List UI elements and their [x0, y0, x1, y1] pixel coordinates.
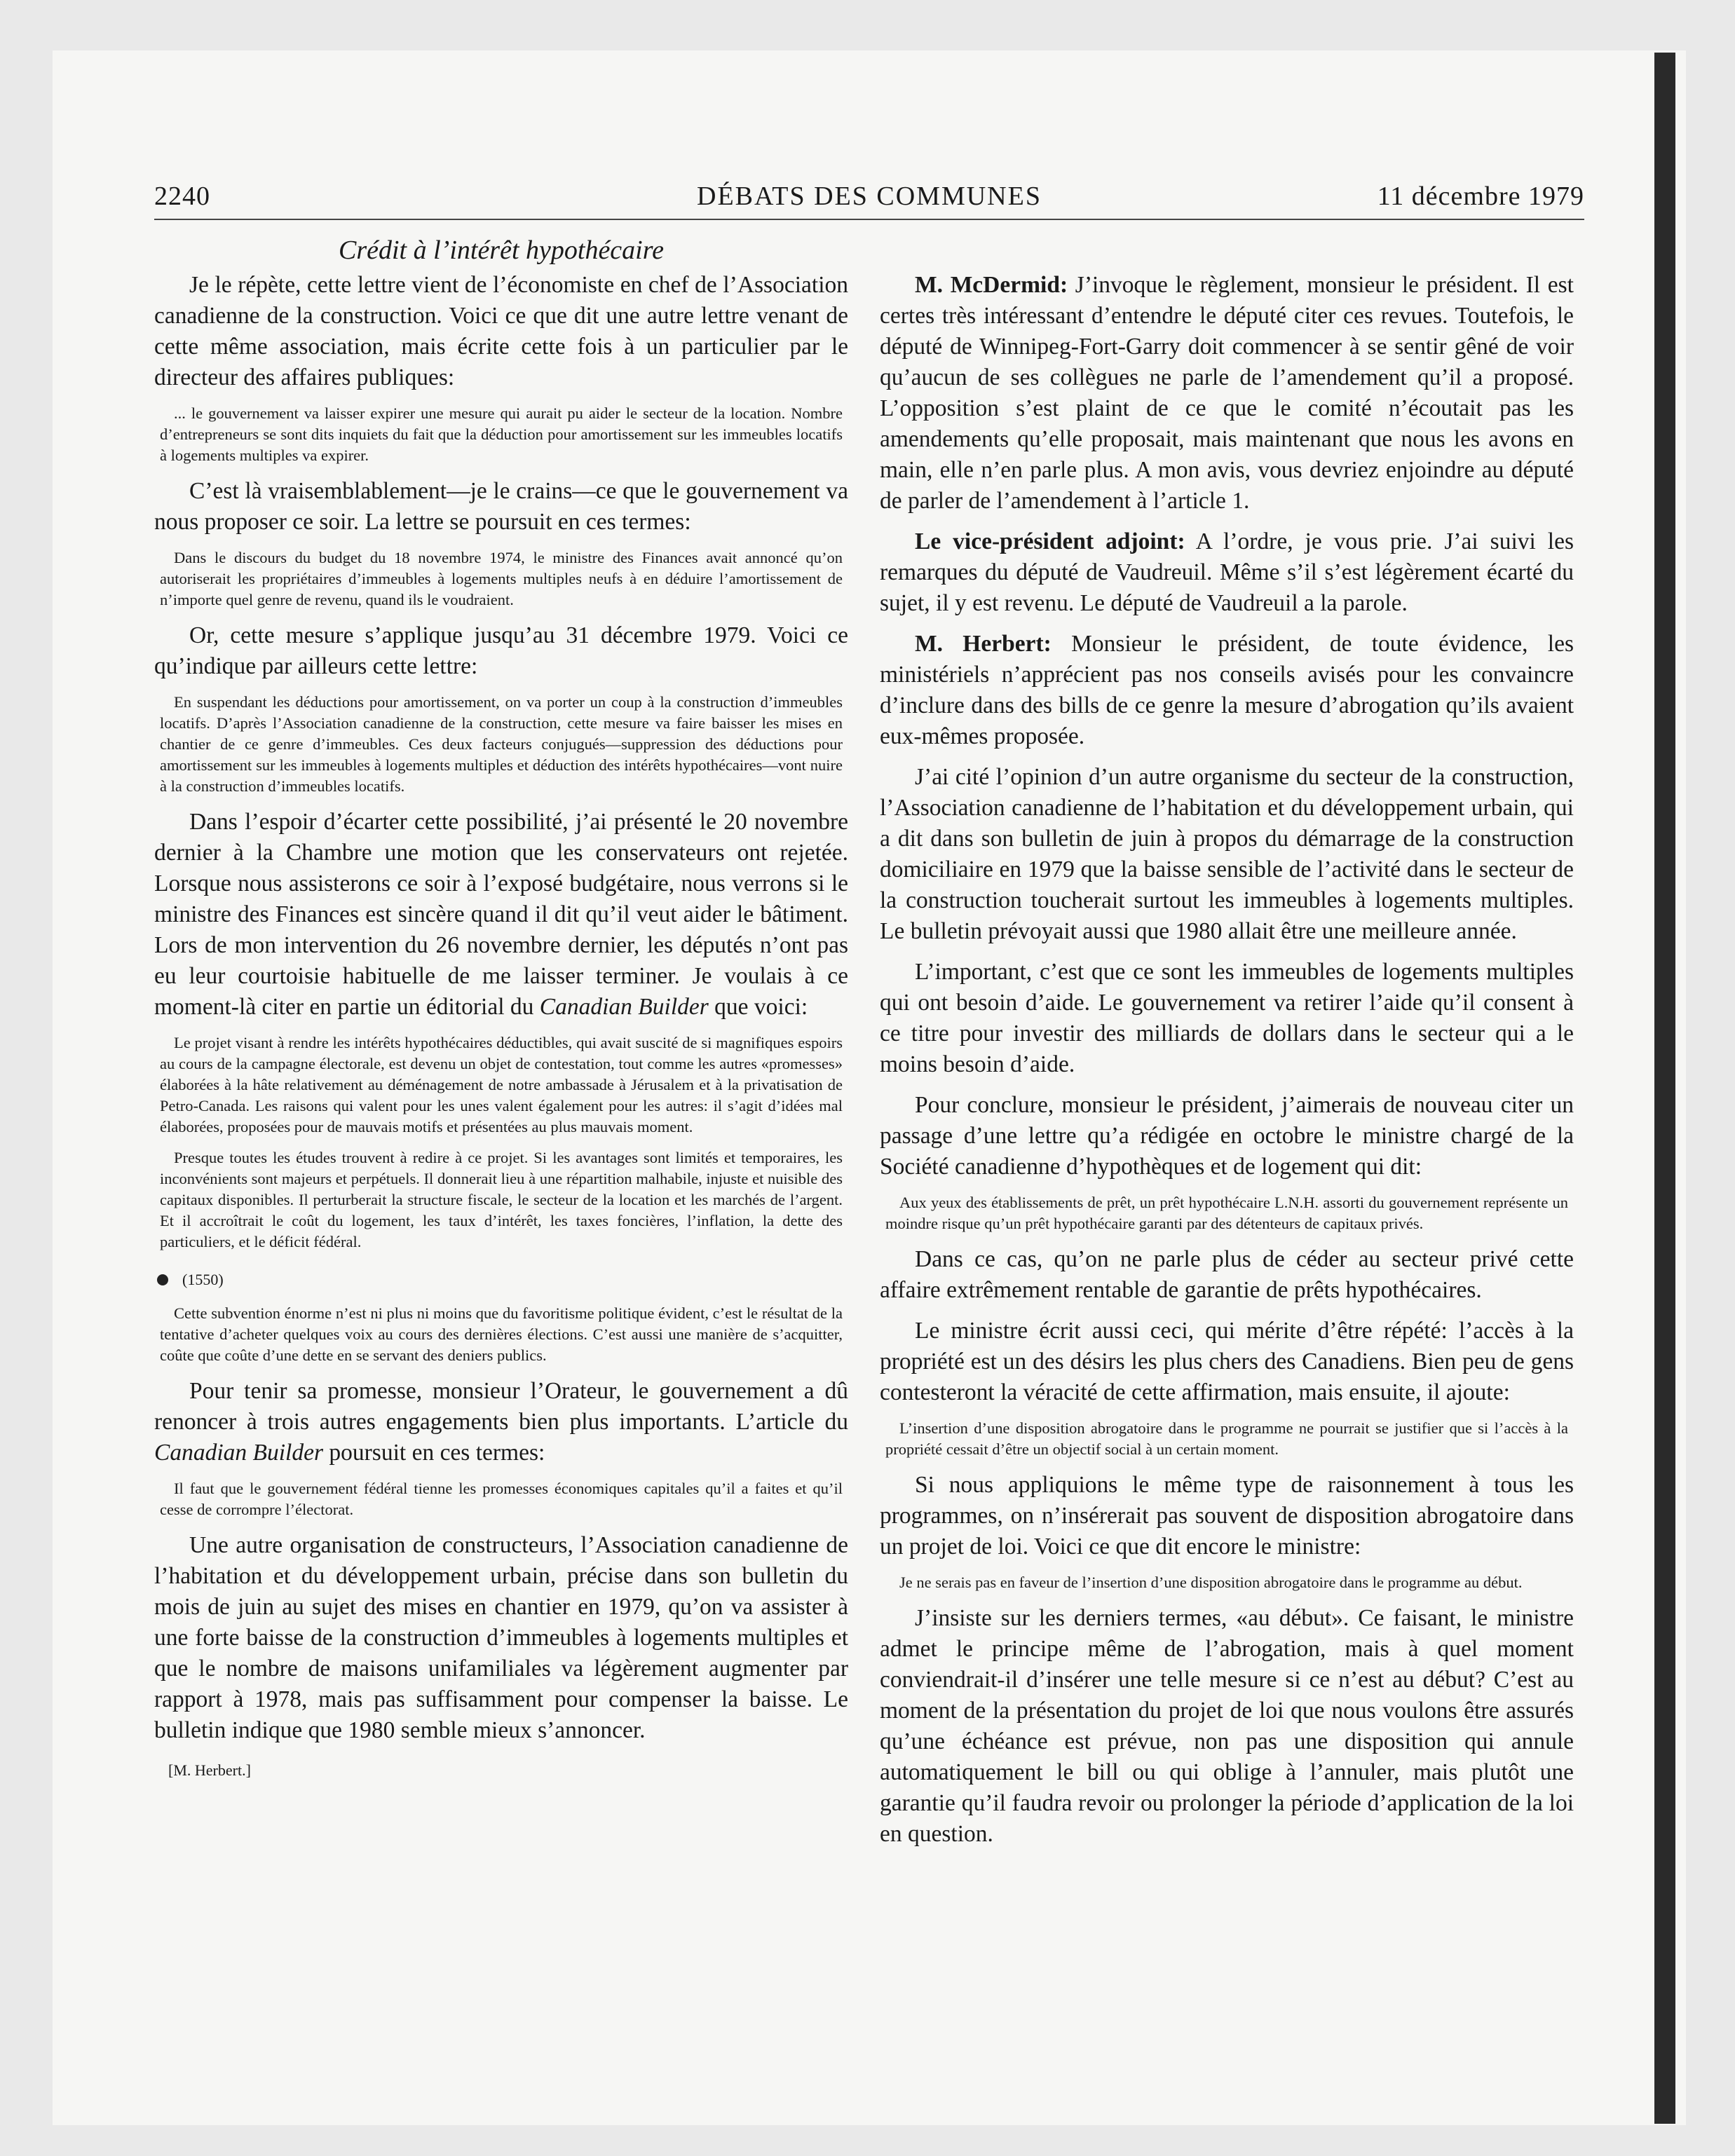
speaker-name: M. Herbert: [915, 631, 1052, 657]
paragraph [154, 1376, 848, 1468]
bullet-icon [157, 1274, 168, 1285]
speech [880, 629, 1574, 752]
speech [880, 270, 1574, 517]
paragraph: Pour conclure, monsieur le président, j’aimerais de nouveau citer un passage d’une lettre qu’a rédigée en octobre le ministre chargé de la Société canadienne d’hypothèques et de logement qui dit: [880, 1092, 1574, 1180]
text-run: Dans l’espoir d’écarter cette possibilité, j’ai présenté le 20 novembre dernier à la Chambre une motion que les conservateurs ont rejetée. Lorsque nous assisterons ce soir à l’exposé budgétaire, nous verrons si le ministre des Finances est sincère quand il dit qu’il veut aider le bâtiment. Lors de mon intervention du 26 novembre dernier, les députés n’ont pas eu leur courtoisie habituelle de me laisser terminer. Je voulais à ce moment-là citer en partie un éditorial du [154, 809, 848, 1020]
text-run: Pour tenir sa promesse, monsieur l’Orateur, le gouvernement a dû renoncer à trois autres engagements bien plus importants. L’article du [154, 1378, 848, 1435]
paragraph: Dans ce cas, qu’on ne parle plus de céder au secteur privé cette affaire extrêmement rentable de garantie de prêts hypothécaires. [880, 1246, 1574, 1303]
paragraph: J’insiste sur les derniers termes, «au début». Ce faisant, le ministre admet le principe même de l’abrogation, mais à quel moment conviendrait-il d’insérer une telle mesure si ce n’est au début? C’est au moment de la présentation du projet de loi que nous voulons être assurés qu’une échéance est prévue, non pas une disposition qui annule automatiquement le bill ou qui oblige à l’annuler, mais plutôt une garantie qu’il faudra revoir ou prolonger la période d’application de la loi en question. [880, 1605, 1574, 1847]
right-column [880, 270, 1574, 1860]
text-run: que voici: [708, 994, 808, 1020]
speaker-footnote: [M. Herbert.] [168, 1761, 251, 1779]
text-run: J’invoque le règlement, monsieur le président. Il est certes très intéressant d’entendre le député citer ces revues. Toutefois, le député de Winnipeg-Fort-Garry doit commencer à se sentir gêné de voir qu’aucun de ses collègues ne parle de l’amendement qu’il a proposé. L’opposition s’est plaint de ce que le comité n’écoutait pas les amendements qu’elle proposait, mais maintenant que nous les avons en main, elle n’en parle plus. A mon avis, vous devriez enjoindre au député de parler de l’amendement à l’article 1. [880, 272, 1574, 514]
left-column [154, 228, 848, 1780]
running-header [154, 177, 1584, 220]
time-marker [154, 1271, 848, 1289]
text-run: poursuit en ces termes: [323, 1440, 545, 1466]
page-number: 2240 [154, 182, 210, 211]
block-quote: Dans le discours du budget du 18 novembre 1974, le ministre des Finances avait annoncé qu’on autoriserait les propriétaires d’immeubles à logements multiples neufs à en déduire l’amortissement de n’importe quel genre de revenu, quand ils le voudraient. [160, 549, 843, 608]
publication-name: Canadian Builder [154, 1440, 324, 1466]
paragraph: J’ai cité l’opinion d’un autre organisme du secteur de la construction, l’Association canadienne de l’habitation et du développement urbain, qui a dit dans son bulletin de juin à propos du démarrage de la construction domiciliaire en 1979 que la baisse sensible de l’activité dans le secteur de la construction toucherait surtout les immeubles à logements multiples. Le bulletin prévoyait aussi que 1980 allait être une meilleure année. [880, 764, 1574, 944]
paragraph: Or, cette mesure s’applique jusqu’au 31 décembre 1979. Voici ce qu’indique par ailleurs cette lettre: [154, 622, 848, 679]
text-run: Monsieur le président, de toute évidence, les ministériels n’apprécient pas nos conseils avisés pour les convaincre d’inclure dans des bills de ce genre la mesure d’abrogation qu’ils avaient eux-mêmes proposée. [880, 631, 1574, 749]
paragraph [154, 807, 848, 1023]
block-quote: En suspendant les déductions pour amortissement, on va porter un coup à la construction d’immeubles locatifs. D’après l’Association canadienne de la construction, cette mesure va faire baisser les mises en chantier de ce genre d’immeubles. Ces deux facteurs conjugués—suppression des déductions pour amortissement sur les immeubles à logements multiples et déduction des intérêts hypothécaires—vont nuire à la construction d’immeubles locatifs. [160, 693, 843, 795]
block-quote: ... le gouvernement va laisser expirer une mesure qui aurait pu aider le secteur de la location. Nombre d’entrepreneurs se sont dits inquiets du fait que la déduction pour amortissement sur les immeubles locatifs à logements multiples va expirer. [160, 404, 843, 464]
block-quote: Il faut que le gouvernement fédéral tienne les promesses économiques capitales qu’il a faites et qu’il cesse de corrompre l’électorat. [160, 1480, 843, 1518]
paragraph: C’est là vraisemblablement—je le crains—ce que le gouvernement va nous proposer ce soir. La lettre se poursuit en ces termes: [154, 478, 848, 535]
speech [880, 526, 1574, 619]
publication-title: DÉBATS DES COMMUNES [697, 182, 1042, 211]
block-quote: Cette subvention énorme n’est ni plus ni moins que du favoritisme politique évident, c’est le résultat de la tentative d’acheter quelques voix au cours des dernières élections. C’est aussi une manière de s’acquitter, coûte que coûte d’une dette en se servant des deniers publics. [160, 1304, 843, 1364]
binding-edge [1654, 53, 1675, 2124]
block-quote: Presque toutes les études trouvent à redire à ce projet. Si les avantages sont limités et temporaires, les inconvénients sont majeurs et perpétuels. Il donnerait lieu à une répartition malhabile, injuste et nuisible des capitaux disponibles. Il perturberait la structure fiscale, le secteur de la location et les marchés de l’argent. Et il accroîtrait le coût du logement, les taux d’intérêt, les taxes foncières, l’inflation, la dette des particuliers, et le déficit fédéral. [160, 1149, 843, 1250]
block-quote: Aux yeux des établissements de prêt, un prêt hypothécaire L.N.H. assorti du gouvernement représente un moindre risque qu’un prêt hypothécaire garanti par des détenteurs de capitaux privés. [885, 1194, 1568, 1232]
block-quote: Le projet visant à rendre les intérêts hypothécaires déductibles, qui avait suscité de si magnifiques espoirs au cours de la campagne électorale, est devenu un objet de contestation, tout comme les autres «promesses» élaborées à la hâte relativement au déménagement de notre ambassade à Jérusalem et à la privatisation de Petro-Canada. Les raisons qui valent pour les unes valent également pour les autres: il s’agit d’idées mal élaborées, proposées pour de mauvais motifs et présentées au plus mauvais moment. [160, 1034, 843, 1135]
paragraph: L’important, c’est que ce sont les immeubles de logements multiples qui ont besoin d’aide. Le gouvernement va retirer l’aide qu’il consent à ce titre pour investir des milliards de dollars dans le secteur qui a le moins besoin d’aide. [880, 959, 1574, 1077]
paragraph: Le ministre écrit aussi ceci, qui mérite d’être répété: l’accès à la propriété est un des désirs les plus chers des Canadiens. Bien peu de gens contesteront la véracité de cette affirmation, mais ensuite, il ajoute: [880, 1318, 1574, 1405]
speaker-name: Le vice-président adjoint: [915, 528, 1185, 554]
paragraph: Si nous appliquions le même type de raisonnement à tous les programmes, on n’insérerait pas souvent de disposition abrogatoire dans un projet de loi. Voici ce que dit encore le ministre: [880, 1472, 1574, 1560]
header-date: 11 décembre 1979 [1377, 182, 1584, 211]
publication-name: Canadian Builder [539, 994, 709, 1020]
time-marker-label: (1550) [182, 1271, 224, 1288]
speaker-name: M. McDermid: [915, 272, 1068, 298]
text-run: A l’ordre, je vous prie. J’ai suivi les remarques du député de Vaudreuil. Même s’il s’est légèrement écarté du sujet, il y est revenu. Le député de Vaudreuil a la parole. [880, 528, 1574, 616]
block-quote: Je ne serais pas en faveur de l’insertion d’une disposition abrogatoire dans le programme au début. [899, 1574, 1523, 1591]
section-subhead: Crédit à l’intérêt hypothécaire [339, 236, 664, 265]
block-quote: L’insertion d’une disposition abrogatoire dans le programme ne pourrait se justifier que si l’accès à la propriété cessait d’être un objectif social à un certain moment. [885, 1419, 1568, 1458]
paragraph: Une autre organisation de constructeurs, l’Association canadienne de l’habitation et du développement urbain, précise dans son bulletin du mois de juin au sujet des mises en chantier en 1979, qu’on va assister à une forte baisse de la construction d’immeubles à logements multiples et que le nombre de maisons unifamiliales va légèrement augmenter par rapport à 1978, mais pas suffisamment pour compenser la baisse. Le bulletin indique que 1980 semble mieux s’annoncer. [154, 1532, 848, 1743]
paragraph: Je le répète, cette lettre vient de l’économiste en chef de l’Association canadienne de la construction. Voici ce que dit une autre lettre venant de cette même association, mais écrite cette fois à un particulier par le directeur des affaires publiques: [154, 272, 848, 390]
